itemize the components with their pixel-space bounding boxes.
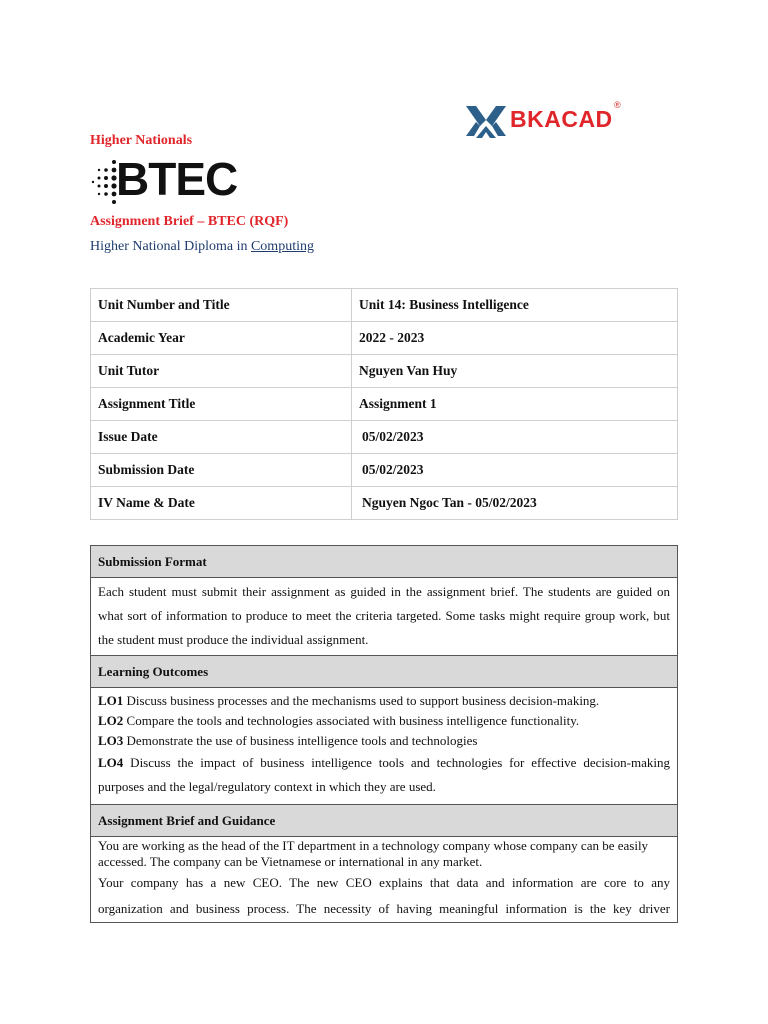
bkacad-logo xyxy=(464,100,628,142)
learning-outcomes-heading: Learning Outcomes xyxy=(91,656,678,688)
lo-code: LO3 xyxy=(98,733,124,748)
info-key: Academic Year xyxy=(91,322,352,355)
table-row xyxy=(91,487,678,520)
table-row xyxy=(91,454,678,487)
guidance-heading: Assignment Brief and Guidance xyxy=(91,805,678,837)
registered-mark: ® xyxy=(614,100,621,110)
info-value: Nguyen Ngoc Tan - 05/02/2023 xyxy=(352,487,678,520)
lo-text: Compare the tools and technologies associated with business intelligence functionality. xyxy=(123,713,580,728)
info-key: Unit Tutor xyxy=(91,355,352,388)
guidance-paragraph-line: Your company has a new CEO. The new CEO explains that data and information are core to any xyxy=(98,875,670,890)
assignment-brief-table xyxy=(90,545,678,923)
submission-format-text: Each student must submit their assignment as guided in the assignment brief. The students are guided on what sort of information to produce to meet the criteria targeted. Some tasks might require group work, but the student must produce the individual assignment. xyxy=(91,578,678,656)
info-key: Unit Number and Title xyxy=(91,289,352,322)
table-row xyxy=(91,289,678,322)
diploma-prefix: Higher National Diploma in xyxy=(90,239,251,254)
assignment-info-table xyxy=(90,288,678,520)
bkacad-logo-text: BKACAD xyxy=(510,106,613,132)
guidance-paragraph: You are working as the head of the IT department in a technology company whose company can be easily accessed. The company can be Vietnamese or international in any market. xyxy=(98,838,649,869)
lo-code: LO2 xyxy=(98,713,124,728)
list-item xyxy=(98,731,670,751)
info-value: Nguyen Van Huy xyxy=(352,355,678,388)
bkacad-emblem-icon xyxy=(464,100,508,142)
lo-text: Demonstrate the use of business intelligence tools and technologies xyxy=(123,733,478,748)
btec-logo-text: BTEC xyxy=(116,153,238,205)
lo-text: Discuss the impact of business intelligence tools and technologies for effective decision-making purposes and the legal/regulatory context in which they are used. xyxy=(98,755,670,794)
btec-dots-icon xyxy=(90,156,118,206)
submission-format-heading: Submission Format xyxy=(91,546,678,578)
assignment-brief-title: Assignment Brief – BTEC (RQF) xyxy=(90,214,289,229)
diploma-subject-link[interactable]: Computing xyxy=(250,239,314,254)
lo-code: LO1 xyxy=(98,693,124,708)
table-row xyxy=(91,322,678,355)
table-row xyxy=(91,421,678,454)
info-value: Unit 14: Business Intelligence xyxy=(352,289,678,322)
info-key: Assignment Title xyxy=(91,388,352,421)
info-value: 05/02/2023 xyxy=(352,454,678,487)
info-key: Issue Date xyxy=(91,421,352,454)
lo-code: LO4 xyxy=(98,755,124,770)
guidance-text xyxy=(91,837,678,923)
diploma-line xyxy=(90,239,314,255)
btec-logo xyxy=(90,153,250,210)
table-row xyxy=(91,355,678,388)
higher-nationals-label: Higher Nationals xyxy=(90,133,193,148)
table-row xyxy=(91,388,678,421)
info-key: IV Name & Date xyxy=(91,487,352,520)
lo-text: Discuss business processes and the mechanisms used to support business decision-making. xyxy=(123,693,600,708)
list-item xyxy=(98,711,670,731)
learning-outcomes-list xyxy=(91,688,678,805)
guidance-paragraph-line: organization and business process. The necessity of having meaningful information is the key driver xyxy=(98,901,670,916)
info-value: 2022 - 2023 xyxy=(352,322,678,355)
info-key: Submission Date xyxy=(91,454,352,487)
list-item xyxy=(98,691,670,711)
info-value: 05/02/2023 xyxy=(352,421,678,454)
list-item xyxy=(98,751,670,799)
info-value: Assignment 1 xyxy=(352,388,678,421)
